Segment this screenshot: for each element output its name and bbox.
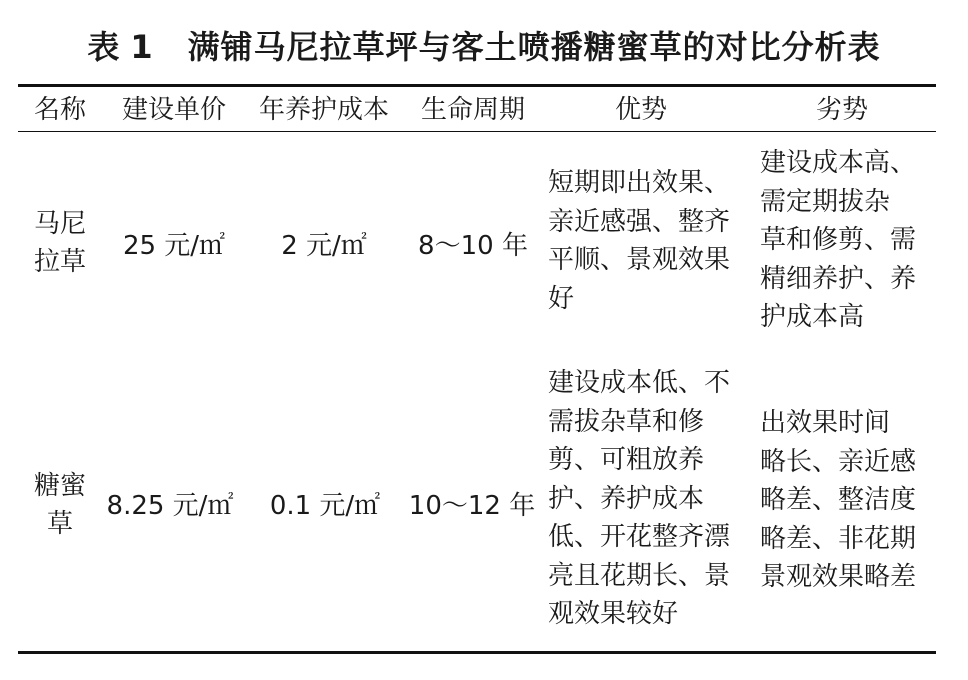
disadvantages-line: 护成本高 <box>760 302 865 332</box>
disadvantages-line: 略差、非花期 <box>760 523 917 554</box>
row-advantages <box>548 164 738 318</box>
disadvantages-line: 略长、亲近感 <box>760 446 917 477</box>
advantages-line: 短期即出效果、 <box>548 168 731 198</box>
disadvantages-line: 景观效果略差 <box>760 562 917 592</box>
row-annual-cost: 0.1 元/㎡ <box>269 491 381 521</box>
table-title-prefix: 表 <box>87 28 121 66</box>
disadvantages-line: 精细养护、养 <box>760 263 917 294</box>
advantages-line: 护、养护成本 <box>548 483 705 514</box>
disadvantages-line: 草和修剪、需 <box>760 225 917 255</box>
row-advantages <box>548 364 738 634</box>
disadvantages-line: 出效果时间 <box>760 408 891 438</box>
advantages-line: 低、开花整齐漂 <box>548 522 731 552</box>
disadvantages-line: 略差、整洁度 <box>760 485 917 515</box>
header-annual-cost: 年养护成本 <box>258 95 389 125</box>
row-name-line: 马尼 <box>33 209 86 239</box>
header-disadvantages: 劣势 <box>815 95 868 125</box>
advantages-line: 亲近感强、整齐 <box>548 206 731 237</box>
row-name-cell <box>22 467 98 543</box>
row-name-cell <box>22 205 98 281</box>
row-name-line: 拉草 <box>33 247 86 277</box>
row-unit-price: 25 元/㎡ <box>122 231 226 261</box>
row-lifecycle: 8～10 年 <box>418 231 528 261</box>
advantages-line: 需拔杂草和修 <box>548 406 705 437</box>
advantages-line: 平顺、景观效果 <box>548 245 731 275</box>
disadvantages-line: 建设成本高、 <box>760 148 917 178</box>
row-disadvantages <box>760 404 926 597</box>
row-annual-cost: 2 元/㎡ <box>281 231 367 261</box>
header-lifecycle: 生命周期 <box>420 95 525 125</box>
advantages-line: 亮且花期长、景 <box>548 560 731 591</box>
table-title-number: 1 <box>130 28 154 66</box>
advantages-line: 建设成本低、不 <box>548 368 731 398</box>
table-bottom-rule <box>18 651 936 654</box>
disadvantages-line: 需定期拔杂 <box>760 186 891 217</box>
row-disadvantages <box>760 144 926 337</box>
row-name-line: 糖蜜 <box>33 471 86 501</box>
row-name-line: 草 <box>46 509 73 539</box>
table-top-rule <box>18 84 936 87</box>
advantages-line: 剪、可粗放养 <box>548 445 705 475</box>
row-lifecycle: 10～12 年 <box>408 491 536 521</box>
table-title-text: 满铺马尼拉草坪与客土喷播糖蜜草的对比分析表 <box>187 28 881 66</box>
advantages-line: 观效果较好 <box>548 599 679 629</box>
table-header-rule <box>18 131 936 132</box>
header-unit-price: 建设单价 <box>121 95 226 125</box>
advantages-line: 好 <box>548 283 575 314</box>
table-title <box>0 22 968 68</box>
row-unit-price: 8.25 元/㎡ <box>106 491 234 521</box>
header-name: 名称 <box>33 95 86 125</box>
header-advantages: 优势 <box>614 95 667 125</box>
